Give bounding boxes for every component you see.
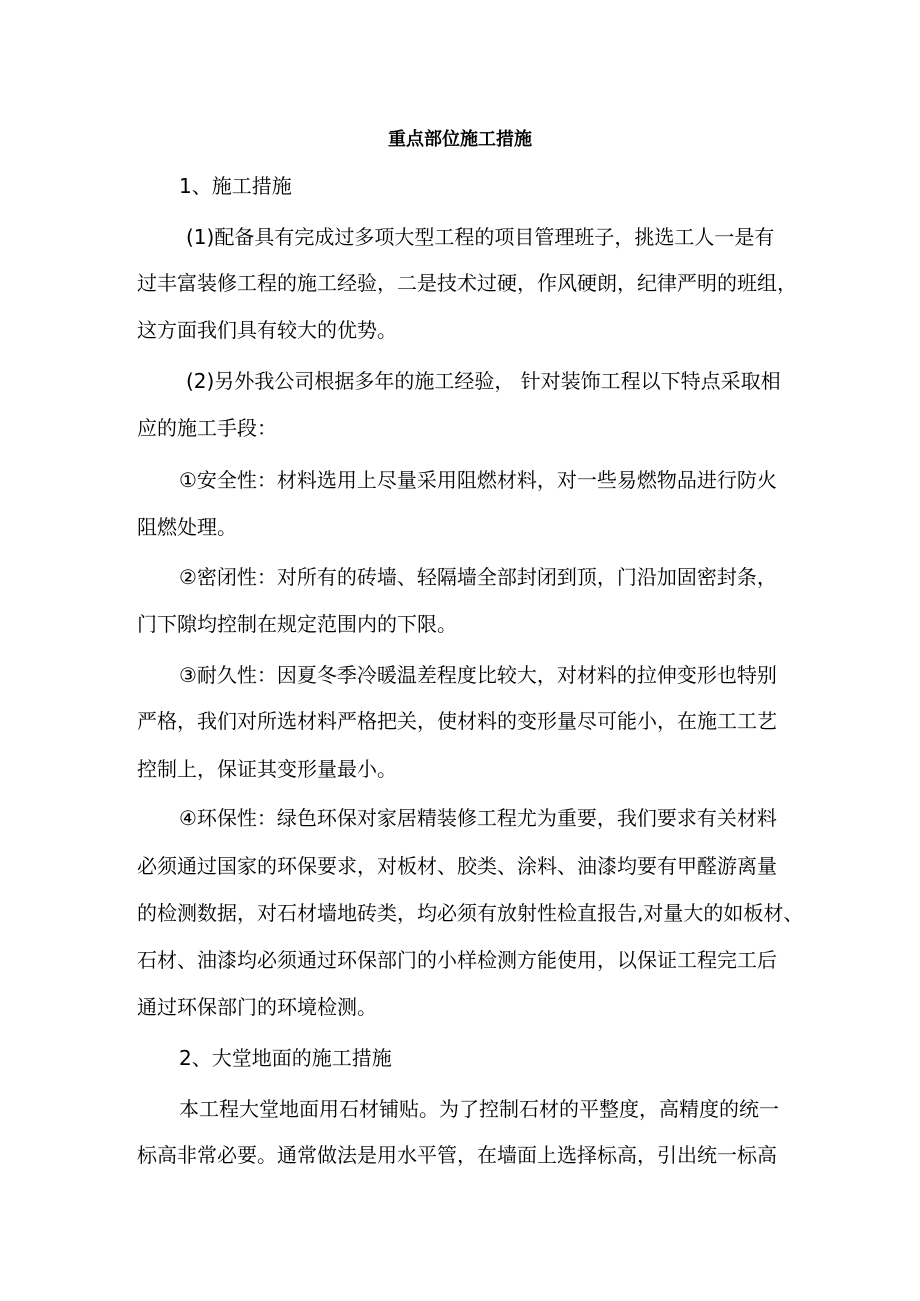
paragraph-line: ①安全性：材料选用上尽量采用阻燃材料，对一些易燃物品进行防火 bbox=[179, 468, 777, 492]
paragraph-line: 的检测数据，对石材墙地砖类，均必须有放射性检直报告,对量大的如板材、 bbox=[137, 901, 804, 925]
paragraph-line: 控制上，保证其变形量最小。 bbox=[137, 757, 397, 781]
document-title: 重点部位施工措施 bbox=[388, 129, 532, 150]
paragraph-line: ②密闭性：对所有的砖墙、轻隔墙全部封闭到顶，门沿加固密封条， bbox=[179, 565, 777, 589]
paragraph-line: 这方面我们具有较大的优势。 bbox=[137, 318, 397, 342]
paragraph-line: 严格，我们对所选材料严格把关，使材料的变形量尽可能小，在施工工艺 bbox=[137, 709, 777, 733]
paragraph-line: ③耐久性：因夏冬季冷暖温差程度比较大，对材料的拉伸变形也特别 bbox=[179, 663, 777, 687]
paragraph-line: 必须通过国家的环保要求，对板材、胶类、涂料、油漆均要有甲醛游离量 bbox=[137, 854, 777, 878]
section-heading-2: 2、大堂地面的施工措施 bbox=[179, 1046, 392, 1070]
paragraph-line: 通过环保部门的环境检测。 bbox=[137, 995, 377, 1019]
section-heading-1: 1、施工措施 bbox=[179, 174, 292, 198]
paragraph-line: (1)配备具有完成过多项大型工程的项目管理班子，挑选工人一是有 bbox=[186, 225, 775, 249]
paragraph-line: 阻燃处理。 bbox=[137, 515, 237, 539]
paragraph-line: 石材、油漆均必须通过环保部门的小样检测方能使用，以保证工程完工后 bbox=[137, 948, 777, 972]
paragraph-line: 门下隙均控制在规定范围内的下限。 bbox=[137, 612, 457, 636]
paragraph-line: 过丰富装修工程的施工经验，二是技术过硬，作风硬朗，纪律严明的班组， bbox=[137, 271, 797, 295]
paragraph-line: 本工程大堂地面用石材铺贴。为了控制石材的平整度，高精度的统一 bbox=[179, 1097, 779, 1121]
paragraph-line: (2)另外我公司根据多年的施工经验， 针对装饰工程以下特点采取相 bbox=[186, 369, 781, 393]
paragraph-line: 标高非常必要。通常做法是用水平管，在墙面上选择标高，引出统一标高 bbox=[137, 1143, 777, 1167]
paragraph-line: 应的施工手段： bbox=[137, 416, 277, 440]
paragraph-line: ④环保性：绿色环保对家居精装修工程尤为重要，我们要求有关材料 bbox=[179, 806, 777, 830]
